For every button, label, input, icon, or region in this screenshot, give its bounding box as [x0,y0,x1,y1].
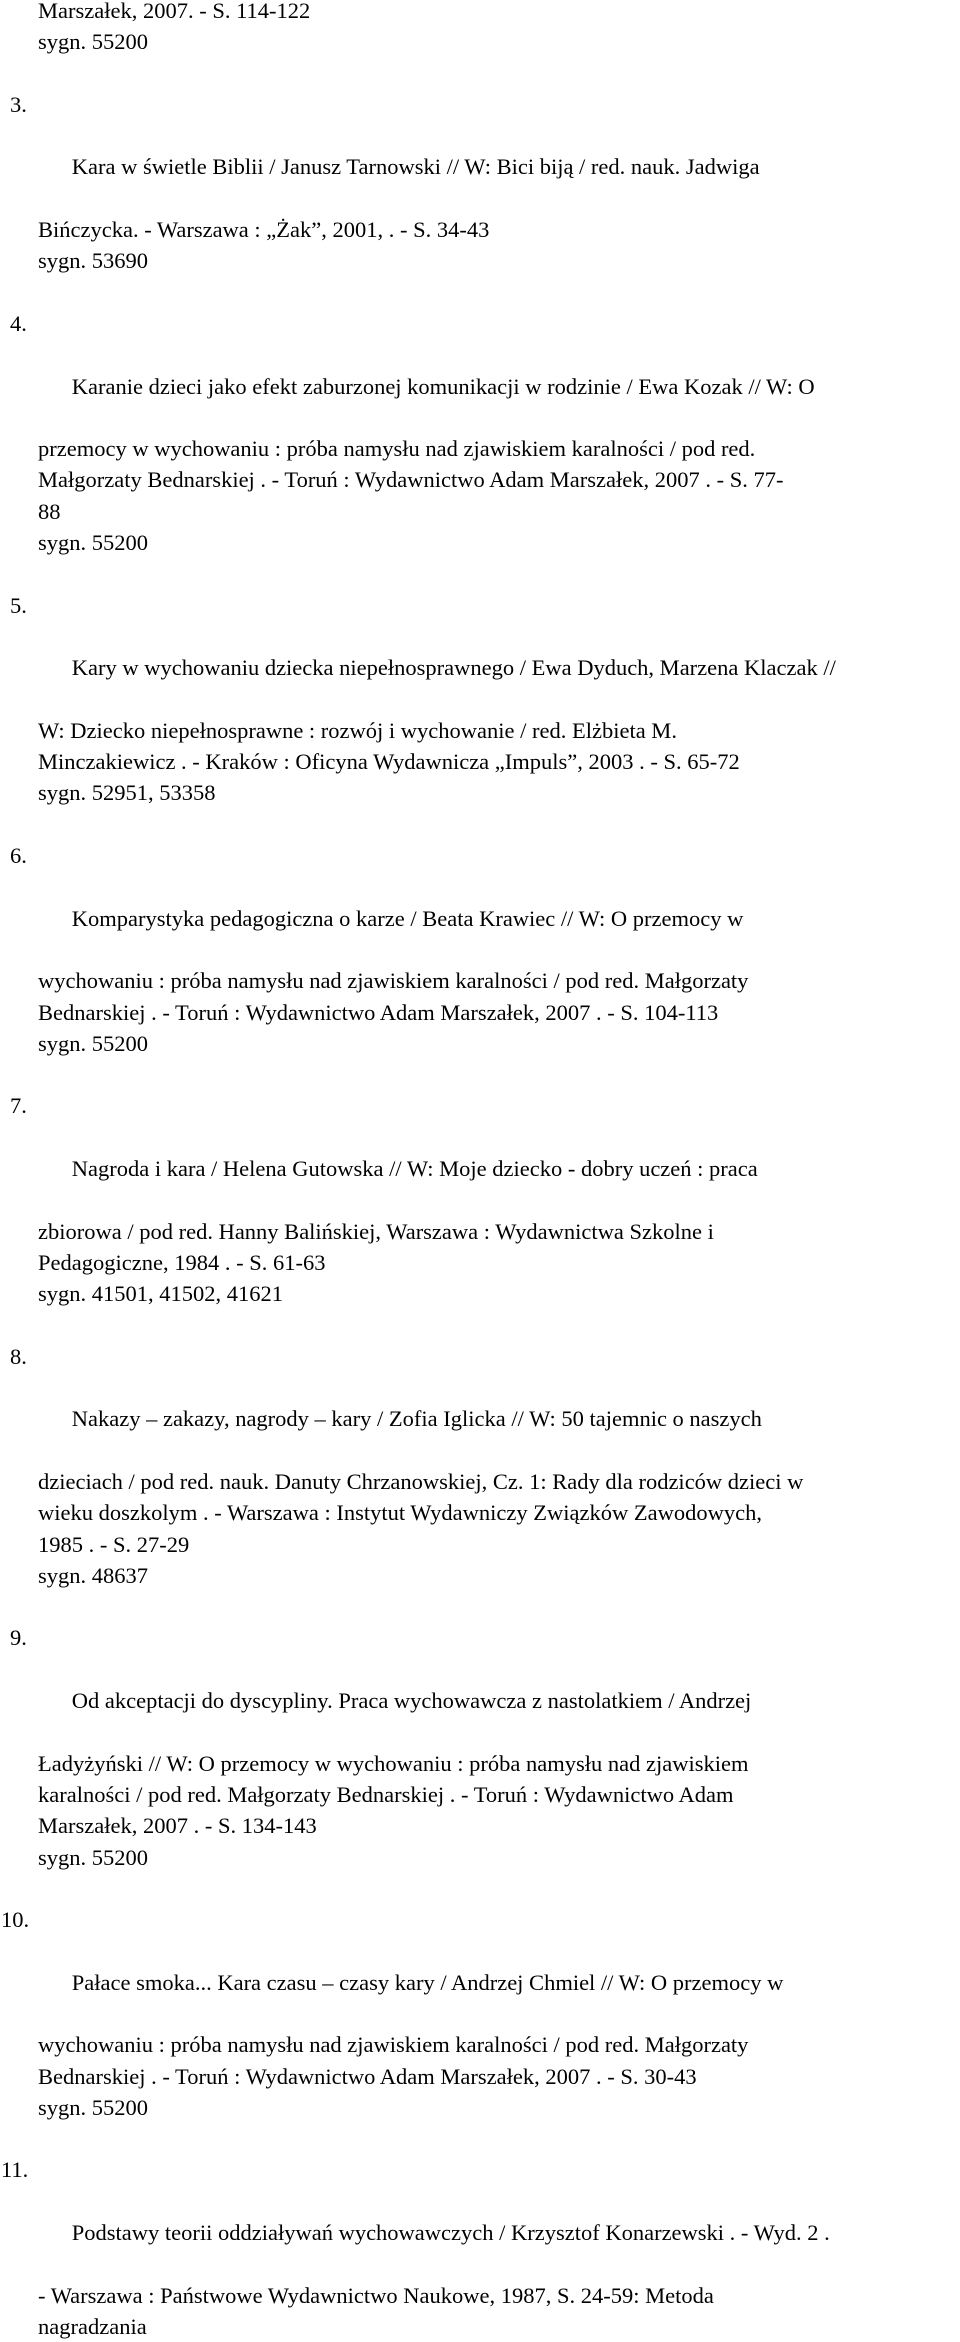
entry-number: 7. [10,1093,27,1119]
entry-line: Marszałek, 2007. - S. 114-122 [38,0,311,23]
entry-line: karalności / pod red. Małgorzaty Bednarskiej . - Toruń : Wydawnictwo Adam [38,1781,734,1807]
entry-line: wychowaniu : próba namysłu nad zjawiskiem karalności / pod red. Małgorzaty [38,2032,749,2058]
bibliography-entry [0,1622,960,1872]
entry-line: wieku doszkolym . - Warszawa : Instytut Wydawniczy Związków Zawodowych, [38,1500,762,1526]
entry-line: 88 [38,498,61,524]
entry-line: Małgorzaty Bednarskiej . - Toruń : Wydawnictwo Adam Marszałek, 2007 . - S. 77- [38,467,784,493]
entry-spacer [0,1591,960,1622]
entry-line: Kara w świetle Biblii / Janusz Tarnowski // W: Bici biją / red. nauk. Jadwiga [71,154,760,180]
entry-number: 6. [10,843,27,869]
entry-line: 1985 . - S. 27-29 [38,1531,190,1557]
entry-line: wychowaniu : próba namysłu nad zjawiskiem karalności / pod red. Małgorzaty [38,968,749,994]
entry-line: Minczakiewicz . - Kraków : Oficyna Wydawnicza „Impuls”, 2003 . - S. 65-72 [38,749,740,775]
entry-line: Kary w wychowaniu dziecka niepełnosprawnego / Ewa Dyduch, Marzena Klaczak // [71,655,836,681]
entry-number: 10. [1,1907,30,1933]
entry-line: Karanie dzieci jako efekt zaburzonej komunikacji w rodzinie / Ewa Kozak // W: O [71,373,815,399]
entry-line: Bednarskiej . - Toruń : Wydawnictwo Adam Marszałek, 2007 . - S. 30-43 [38,2063,697,2089]
entry-number: 11. [1,2157,29,2183]
entry-spacer [0,1059,960,1090]
entry-line: zbiorowa / pod red. Hanny Balińskiej, Warszawa : Wydawnictwa Szkolne i [38,1218,714,1244]
entry-spacer [0,558,960,589]
entry-spacer [0,1309,960,1340]
entry-number: 3. [10,91,27,117]
entry-number: 8. [10,1343,27,1369]
entry-line: Bińczycka. - Warszawa : „Żak”, 2001, . - S. 34-43 [38,217,490,243]
entry-line: przemocy w wychowaniu : próba namysłu nad zjawiskiem karalności / pod red. [38,436,756,462]
entry-line: Komparystyka pedagogiczna o karze / Beata Krawiec // W: O przemocy w [71,905,744,931]
entry-spacer [0,1873,960,1904]
entry-number: 4. [10,310,27,336]
entry-line: - Warszawa : Państwowe Wydawnictwo Naukowe, 1987, S. 24-59: Metoda [38,2282,714,2308]
entry-line: Nakazy – zakazy, nagrody – kary / Zofia Iglicka // W: 50 tajemnic o naszych [71,1406,762,1432]
entry-line: dzieciach / pod red. nauk. Danuty Chrzanowskiej, Cz. 1: Rady dla rodziców dzieci w [38,1468,804,1494]
bibliography-entry [0,308,960,558]
entry-line: Ładyżyński // W: O przemocy w wychowaniu : próba namysłu nad zjawiskiem [38,1750,749,1776]
bibliography-entry [0,89,960,277]
call-number: sygn. 52951, 53358 [38,780,216,806]
bibliography-entry [0,2154,960,2342]
entry-spacer [0,277,960,308]
call-number: sygn. 55200 [38,1844,149,1870]
bibliography-entry-continuation [0,0,960,58]
bibliography-entry [0,590,960,809]
call-number: sygn. 55200 [38,2094,149,2120]
bibliography-entry [0,1090,960,1309]
entry-number: 5. [10,592,27,618]
entry-line: Pałace smoka... Kara czasu – czasy kary / Andrzej Chmiel // W: O przemocy w [71,1969,784,1995]
call-number: sygn. 55200 [38,1030,149,1056]
entry-line: Podstawy teorii oddziaływań wychowawczych / Krzysztof Konarzewski . - Wyd. 2 . [71,2220,830,2246]
bibliography-entry [0,1904,960,2123]
call-number: sygn. 55200 [38,29,149,55]
entry-line: nagradzania [38,2313,147,2339]
entry-number: 9. [10,1625,27,1651]
bibliography-entry [0,840,960,1059]
call-number: sygn. 41501, 41502, 41621 [38,1281,284,1307]
call-number: sygn. 48637 [38,1562,149,1588]
entry-spacer [0,809,960,840]
entry-line: Od akceptacji do dyscypliny. Praca wychowawcza z nastolatkiem / Andrzej [71,1688,752,1714]
bibliography-entry [0,1341,960,1591]
entry-line: Marszałek, 2007 . - S. 134-143 [38,1813,317,1839]
call-number: sygn. 53690 [38,248,149,274]
entry-spacer [0,2123,960,2154]
call-number: sygn. 55200 [38,530,149,556]
entry-line: Bednarskiej . - Toruń : Wydawnictwo Adam Marszałek, 2007 . - S. 104-113 [38,999,719,1025]
entry-line: Pedagogiczne, 1984 . - S. 61-63 [38,1249,326,1275]
entry-line: Nagroda i kara / Helena Gutowska // W: Moje dziecko - dobry uczeń : praca [71,1155,758,1181]
entry-spacer [0,58,960,89]
entry-line: W: Dziecko niepełnosprawne : rozwój i wychowanie / red. Elżbieta M. [38,717,677,743]
